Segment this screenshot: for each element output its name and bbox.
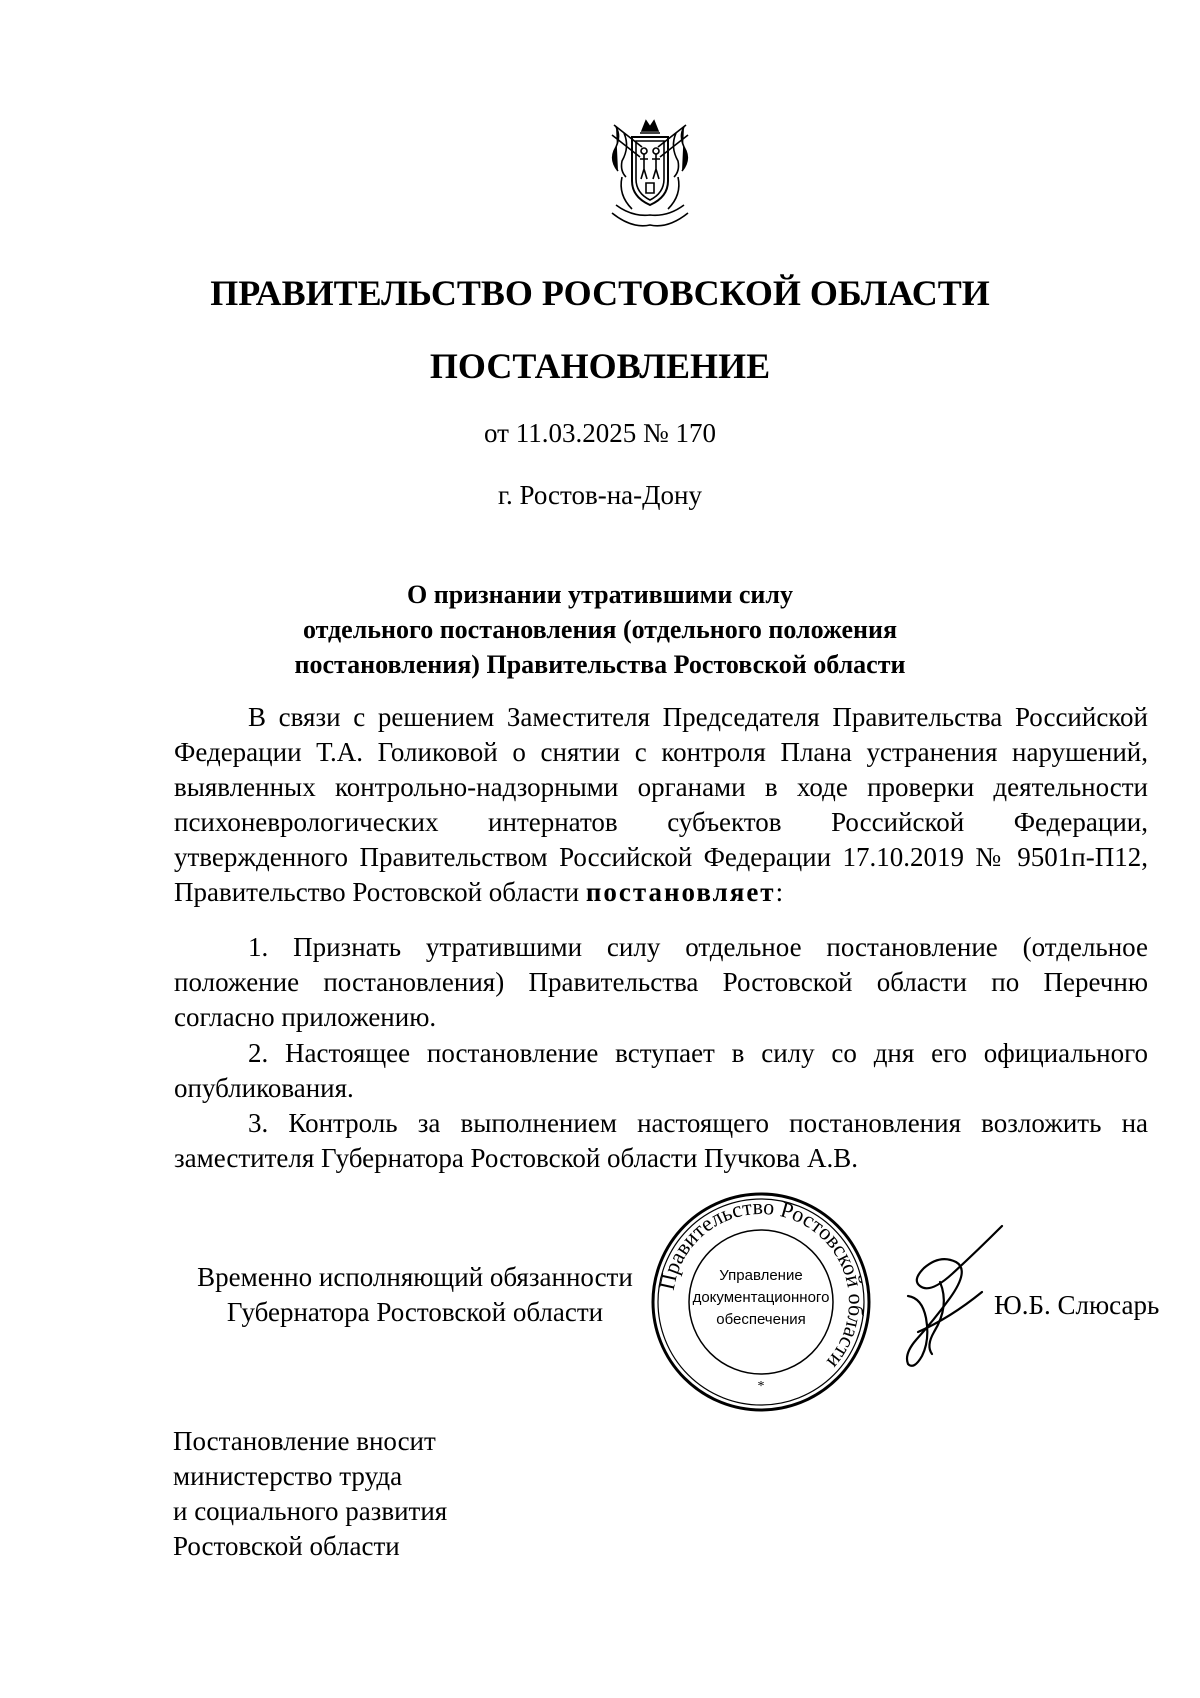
clause-2: 2. Настоящее постановление вступает в силу со дня его официального опубликования.	[174, 1038, 1148, 1103]
subject-line: отдельного постановления (отдельного положения	[302, 615, 898, 644]
footer-line: министерство труда	[173, 1461, 403, 1491]
preamble-keyword: постановляет	[585, 877, 776, 907]
clause-3: 3. Контроль за выполнением настоящего постановления возложить на заместителя Губернатора Ростовской области Пучкова А.В.	[174, 1108, 1148, 1173]
preamble-end: :	[775, 877, 784, 907]
subject-line: О признании утратившими силу	[407, 580, 793, 609]
signer-name: Ю.Б. Слюсарь	[994, 1290, 1160, 1320]
signer-position-line: Временно исполняющий обязанности	[197, 1262, 633, 1292]
preamble-paragraph	[174, 700, 1148, 910]
seal-outer-text: Правительство Ростовской области	[653, 1193, 870, 1375]
signer-position	[170, 1260, 660, 1330]
subject-line: постановления) Правительства Ростовской области	[294, 650, 906, 679]
svg-text:*: *	[757, 1379, 765, 1394]
seal-inner-line: документационного	[692, 1289, 830, 1306]
footer-line: и социального развития	[173, 1496, 448, 1526]
submitting-ministry-note	[173, 1424, 447, 1564]
document-date-number: от 11.03.2025 № 170	[484, 418, 716, 448]
document-type: ПОСТАНОВЛЕНИЕ	[429, 346, 771, 386]
preamble-text: В связи с решением Заместителя Председателя Правительства Российской Федерации Т.А. Голиковой о снятии с контроля Плана устранения нарушений, выявленных контрольно-надзорными органами в ходе проверки деятельности психоневрологических интернатов субъектов Российской Федерации, утвержденного Правительством Российской Федерации 17.10.2019 № 9501п-П12, Правительство Ростовской области	[174, 702, 1148, 907]
official-seal	[647, 1188, 875, 1416]
svg-text:Правительство Ростовской облас	[654, 1194, 869, 1374]
coat-of-arms-rostov-region-icon	[602, 117, 698, 233]
government-title: ПРАВИТЕЛЬСТВО РОСТОВСКОЙ ОБЛАСТИ	[210, 273, 990, 313]
document-subject	[200, 577, 1000, 682]
seal-inner-line: обеспечения	[716, 1311, 806, 1328]
handwritten-signature	[890, 1222, 1010, 1372]
footer-line: Постановление вносит	[173, 1426, 436, 1456]
seal-inner-line: Управление	[719, 1267, 803, 1284]
signer-position-line: Губернатора Ростовской области	[226, 1297, 604, 1327]
clause-1: 1. Признать утратившими силу отдельное постановление (отдельное положение постановления) Правительства Ростовской области по Перечню согласно приложению.	[174, 932, 1148, 1032]
document-city: г. Ростов-на-Дону	[497, 480, 702, 510]
footer-line: Ростовской области	[173, 1531, 400, 1561]
